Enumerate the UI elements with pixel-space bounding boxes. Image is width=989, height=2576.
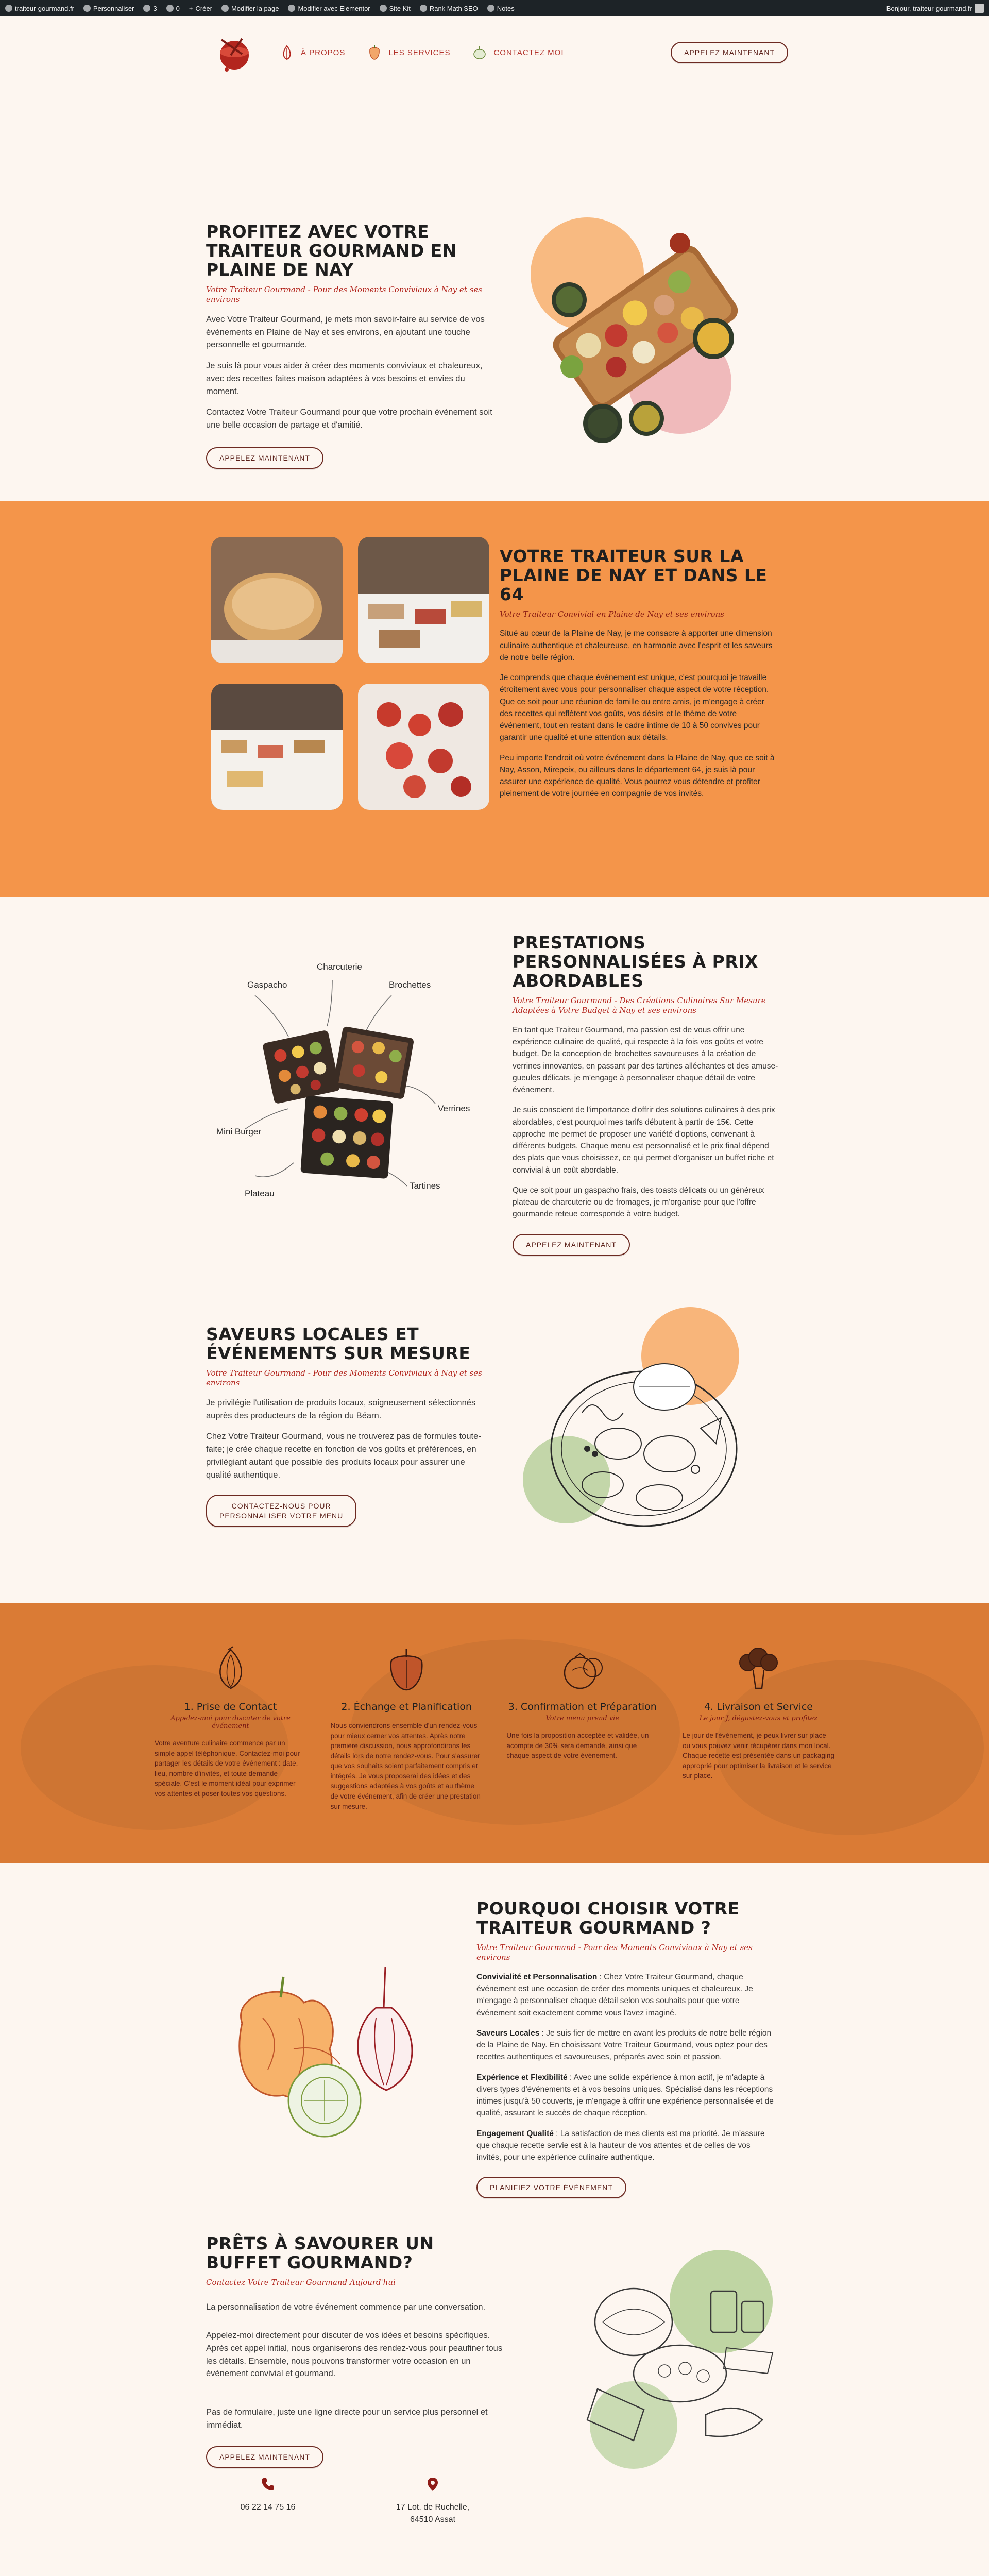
hero-paragraph: Contactez Votre Traiteur Gourmand pour que votre prochain événement soit une belle occasion de partage et d'amitié.	[206, 408, 492, 430]
region-paragraph: Peu importe l'endroit où votre événement dans la Plaine de Nay, que ce soit à Nay, Asson, Mirepeix, ou ailleurs dans le département 64, je suis là pour assurer une expérience de qualité. Vous pourrez vous détendre et profiter pleinement de votre journée en compagnie de vos invités.	[500, 753, 775, 799]
contact-paragraph: Pas de formulaire, juste une ligne directe pour un service plus personnel et immédiat.	[206, 2408, 488, 2430]
label-plateau: Plateau	[245, 1189, 275, 1198]
process-section	[0, 1603, 989, 1863]
hero-paragraph: Je suis là pour vous aider à créer des moments conviviaux et chaleureux, avec des recettes faites maison adaptées à vos besoins et envies du moment.	[206, 361, 483, 396]
pourquoi-point: Engagement Qualité : La satisfaction de mes clients est ma priorité. Je m'assure que chaque recette servie est à la hauteur de vos attentes et de celles de vos invités, pour une expérience culinaire authentique.	[476, 2129, 765, 2162]
region-section	[0, 501, 989, 897]
saveurs-paragraph: Je privilégie l'utilisation de produits locaux, soigneusement sélectionnés auprès des producteurs de la région du Béarn.	[206, 1398, 476, 1420]
admin-notes-link[interactable]: Notes	[487, 5, 515, 12]
comment-icon	[166, 5, 174, 12]
step-subtitle: Votre menu prend vie	[545, 1715, 620, 1722]
google-icon	[380, 5, 387, 12]
contact-section	[0, 2234, 989, 2544]
label-mini-burger: Mini Burger	[216, 1127, 261, 1137]
main-nav	[278, 44, 564, 61]
gallery-photo-banquet	[211, 684, 343, 810]
admin-bar-right	[886, 4, 984, 13]
phone-icon	[260, 2477, 276, 2492]
note-icon	[487, 5, 494, 12]
photo-gallery	[211, 537, 489, 810]
admin-elementor-link[interactable]: Modifier avec Elementor	[288, 5, 370, 12]
buffet-sketch-illustration	[556, 2245, 793, 2471]
nav-item-a-propos[interactable]: À PROPOS	[278, 44, 345, 61]
step-title: 3. Confirmation et Préparation	[508, 1701, 657, 1713]
admin-customize-link[interactable]: Personnaliser	[83, 5, 134, 12]
pourquoi-title: POURQUOI CHOISIR VOTRE TRAITEUR GOURMAND ?	[476, 1899, 740, 1938]
chart-icon	[420, 5, 427, 12]
prestations-content	[513, 934, 780, 1256]
label-charcuterie: Charcuterie	[317, 962, 362, 972]
site-footer	[0, 2544, 989, 2576]
admin-comments-link[interactable]: 0	[166, 5, 180, 12]
pourquoi-subtitle: Votre Traiteur Gourmand - Pour des Moments Conviviaux à Nay et ses environs	[476, 1942, 753, 1962]
contact-content	[206, 2234, 505, 2468]
prestations-paragraph: Que ce soit pour un gaspacho frais, des toasts délicats ou un généreux plateau de charcuterie ou de fromages, je m'organise pour que l'offre gourmande reteue corresponde à votre budget.	[513, 1185, 764, 1219]
hero-title: PROFITEZ AVEC VOTRE TRAITEUR GOURMAND EN PLAINE DE NAY	[206, 222, 457, 280]
label-tartines: Tartines	[410, 1181, 440, 1191]
pepper-icon	[378, 1645, 435, 1693]
label-brochettes: Brochettes	[389, 980, 431, 990]
header-call-button[interactable]: APPELEZ MAINTENANT	[671, 42, 788, 63]
region-content	[500, 547, 778, 800]
process-step	[677, 1645, 840, 1811]
pencil-icon	[221, 5, 229, 12]
prestations-title: PRESTATIONS PERSONNALISÉES À PRIX ABORDABLES	[513, 933, 758, 991]
wordpress-icon	[5, 5, 12, 12]
contact-title: PRÊTS À SAVOURER UN BUFFET GOURMAND?	[206, 2233, 434, 2273]
prestations-section	[0, 897, 989, 1294]
label-verrines: Verrines	[438, 1104, 470, 1113]
phone-card[interactable]	[216, 2477, 319, 2526]
admin-updates-link[interactable]: 3	[143, 5, 157, 12]
refresh-icon	[143, 5, 150, 12]
contact-info-cards	[216, 2477, 484, 2526]
charcuterie-board-image	[510, 212, 768, 460]
step-title: 4. Livraison et Service	[704, 1701, 813, 1713]
phone-number: 06 22 14 75 16	[240, 2503, 296, 2512]
admin-sitekit-link[interactable]: Site Kit	[380, 5, 411, 12]
step-title: 2. Échange et Planification	[341, 1701, 472, 1713]
step-title: 1. Prise de Contact	[184, 1701, 277, 1713]
address-card[interactable]	[381, 2477, 484, 2526]
plus-icon: +	[189, 4, 193, 12]
pourquoi-point: Expérience et Flexibilité : Avec une solide expérience à mon actif, je m'adapte à divers types d'événements et à vos besoins uniques. Spécialisé dans les réceptions intimes jusqu'à 50 couverts, je m'engage à offrir une expérience personnalisée et de qualité, assurant le succès de chaque réception.	[476, 2073, 774, 2118]
gallery-photo-bread	[211, 537, 343, 663]
garlic-icon	[471, 44, 488, 61]
vegetables-illustration	[221, 1946, 443, 2162]
tomato-icon	[554, 1645, 611, 1693]
hero-content	[206, 223, 494, 469]
step-subtitle: Appelez-moi pour discuter de votre événement	[170, 1715, 291, 1730]
step-text: Une fois la proposition acceptée et validée, un acompte de 30% sera demandé, ainsi que chaque aspect de votre événement.	[506, 1732, 649, 1760]
region-paragraph: Situé au cœur de la Plaine de Nay, je me consacre à apporter une dimension culinaire authentique et chaleureuse, en harmonie avec l'esprit et les saveurs de notre belle région.	[500, 629, 773, 662]
nav-item-services[interactable]: LES SERVICES	[366, 44, 450, 61]
saveurs-subtitle: Votre Traiteur Gourmand - Pour des Moments Conviviaux à Nay et ses environs	[206, 1368, 482, 1388]
pourquoi-section	[0, 1863, 989, 2234]
hero-section	[0, 89, 989, 501]
gallery-photo-tomatoes	[358, 684, 489, 810]
elementor-icon	[288, 5, 295, 12]
nav-item-contact[interactable]: CONTACTEZ MOI	[471, 44, 564, 61]
pepper-icon	[366, 44, 383, 61]
avatar	[975, 4, 984, 13]
admin-new-link[interactable]: + Créer	[189, 4, 212, 12]
saveurs-content	[206, 1325, 484, 1527]
prestations-paragraph: En tant que Traiteur Gourmand, ma passion est de vous offrir une expérience culinaire de qualité, qui respecte à la fois vos goûts et votre budget. De la conception de brochettes savoureuses à la création de verrines innovantes, en passant par des tartines alléchantes et des amuse-gueules délicats, je m'engage à personnaliser chaque détail de votre événement.	[513, 1025, 778, 1095]
brush-icon	[83, 5, 91, 12]
prestations-subtitle: Votre Traiteur Gourmand - Des Créations Culinaires Sur Mesure Adaptées à Votre Budget à Nay et ses environs	[513, 995, 766, 1015]
step-text: Nous conviendrons ensemble d'un rendez-vous pour mieux cerner vos attentes. Après notre première discussion, nous approfondirons les détails lors de notre rendez-vous. Pour s'assurer que vos souhaits soient parfaitement compris et intégrés. Je vous proposerai des idées et des suggestions adaptées à vos goûts et au thème de votre événement, afin de créer une prestation sur mesure.	[330, 1722, 481, 1810]
step-text: Le jour de l'événement, je peux livrer sur place ou vous pouvez venir récupérer dans mon local. Chaque recette est présentée dans un packaging approprié pour optimiser la livraison et le service sur place.	[682, 1732, 834, 1780]
region-subtitle: Votre Traiteur Convivial en Plaine de Nay et ses environs	[500, 609, 724, 619]
process-step	[149, 1645, 312, 1811]
region-paragraph: Je comprends que chaque événement est unique, c'est pourquoi je travaille étroitement avec vous pour personnaliser chaque aspect de votre réception. Que ce soit pour une réunion de famille ou entre amis, je m'engage à créer des recettes qui reflètent vos goûts, vos désirs et le thème de votre événement, tout en restant dans le cadre intime de 10 à 50 convives pour garantir une qualité et une attention aux détails.	[500, 673, 769, 742]
process-step	[501, 1645, 663, 1811]
saveurs-paragraph: Chez Votre Traiteur Gourmand, vous ne trouverez pas de formules toute-faite; je crée chaque recette en fonction de vos goûts et préférences, en privilégiant autant que possible des produits locaux pour assurer une qualité authentique.	[206, 1432, 481, 1480]
step-text: Votre aventure culinaire commence par un simple appel téléphonique. Contactez-moi pour partager les détails de votre événement : date, lieu, nombre d'invités, et toute demande spéciale. C'est le moment idéal pour exprimer vos attentes et poser toutes vos questions.	[155, 1739, 300, 1798]
site-logo[interactable]	[211, 29, 258, 76]
local-food-illustration	[505, 1294, 773, 1562]
process-steps	[149, 1645, 840, 1811]
prestations-diagram	[206, 959, 494, 1248]
contact-paragraph: Appelez-moi directement pour discuter de vos idées et besoins spécifiques. Après cet appel initial, nous organiserons des rendez-vous pour peaufiner tous les détails. Ensemble, nous pouvons transformer votre occasion en un événement convivial et gourmand.	[206, 2331, 503, 2379]
logo-icon	[211, 29, 258, 76]
hero-subtitle: Votre Traiteur Gourmand - Pour des Moments Conviviaux à Nay et ses environs	[206, 284, 482, 304]
pourquoi-content	[476, 1900, 775, 2198]
admin-rankmath-link[interactable]: Rank Math SEO	[420, 5, 478, 12]
label-gaspacho: Gaspacho	[247, 980, 287, 990]
step-subtitle: Le jour J, dégustez-vous et profitez	[699, 1715, 818, 1722]
admin-account-link[interactable]: Bonjour, traiteur-gourmand.fr	[886, 4, 984, 13]
address-line: 17 Lot. de Ruchelle,	[396, 2503, 470, 2512]
onion-icon	[278, 44, 296, 61]
contact-call-button[interactable]: APPELEZ MAINTENANT	[206, 2446, 323, 2468]
region-title: VOTRE TRAITEUR SUR LA PLAINE DE NAY ET DANS LE 64	[500, 546, 768, 604]
gallery-photo-buffet-table	[358, 537, 489, 663]
saveurs-title: SAVEURS LOCALES ET ÉVÉNEMENTS SUR MESURE	[206, 1324, 471, 1363]
location-pin-icon	[425, 2477, 440, 2492]
saveurs-section	[0, 1294, 989, 1603]
pourquoi-point: Convivialité et Personnalisation : Chez Votre Traiteur Gourmand, chaque événement est une occasion de créer des moments uniques et chaleureux. Je m'engage à personnaliser chaque détail selon vos souhaits pour que votre événement soit exactement comme vous l'avez imaginé.	[476, 1972, 753, 2018]
broccoli-icon	[730, 1645, 787, 1693]
site-header	[0, 16, 989, 89]
process-step	[326, 1645, 488, 1811]
admin-edit-page-link[interactable]: Modifier la page	[221, 5, 279, 12]
prestations-paragraph: Je suis conscient de l'importance d'offrir des solutions culinaires à des prix abordables, c'est pourquoi mes tarifs débutent à partir de 15€. Cette approche me permet de proposer une variété d'options, convenant à différents budgets. Chaque menu est personnalisé et le prix final dépend des plats que vous choisissez, ce qui permet d'organiser un buffet riche et convivial à un coût abordable.	[513, 1106, 775, 1175]
header-left	[211, 29, 564, 76]
admin-site-link[interactable]: traiteur-gourmand.fr	[5, 5, 74, 12]
onion-icon	[202, 1645, 259, 1693]
contact-paragraph: La personnalisation de votre événement commence par une conversation.	[206, 2302, 486, 2312]
wp-admin-bar	[0, 0, 989, 16]
hero-paragraph: Avec Votre Traiteur Gourmand, je mets mon savoir-faire au service de vos événements en Plaine de Nay et ses environs, en ajoutant une touche personnelle et gourmande.	[206, 314, 485, 350]
contact-subtitle: Contactez Votre Traiteur Gourmand Aujourd'hui	[206, 2277, 396, 2287]
plan-event-button[interactable]: PLANIFIEZ VOTRE ÉVÉNEMENT	[476, 2177, 626, 2198]
pourquoi-point: Saveurs Locales : Je suis fier de mettre en avant les produits de notre belle région de la Plaine de Nay. En choisissant Votre Traiteur Gourmand, vous optez pour des recettes authentiques et savoureuses, préparés avec soin et passion.	[476, 2028, 772, 2062]
admin-bar-left	[5, 5, 515, 12]
address-line: 64510 Assat	[410, 2515, 456, 2524]
hero-call-button[interactable]: APPELEZ MAINTENANT	[206, 447, 323, 469]
saveurs-contact-button[interactable]: CONTACTEZ-NOUS POUR PERSONNALISER VOTRE MENU	[206, 1495, 356, 1527]
prestations-call-button[interactable]: APPELEZ MAINTENANT	[513, 1234, 630, 1256]
